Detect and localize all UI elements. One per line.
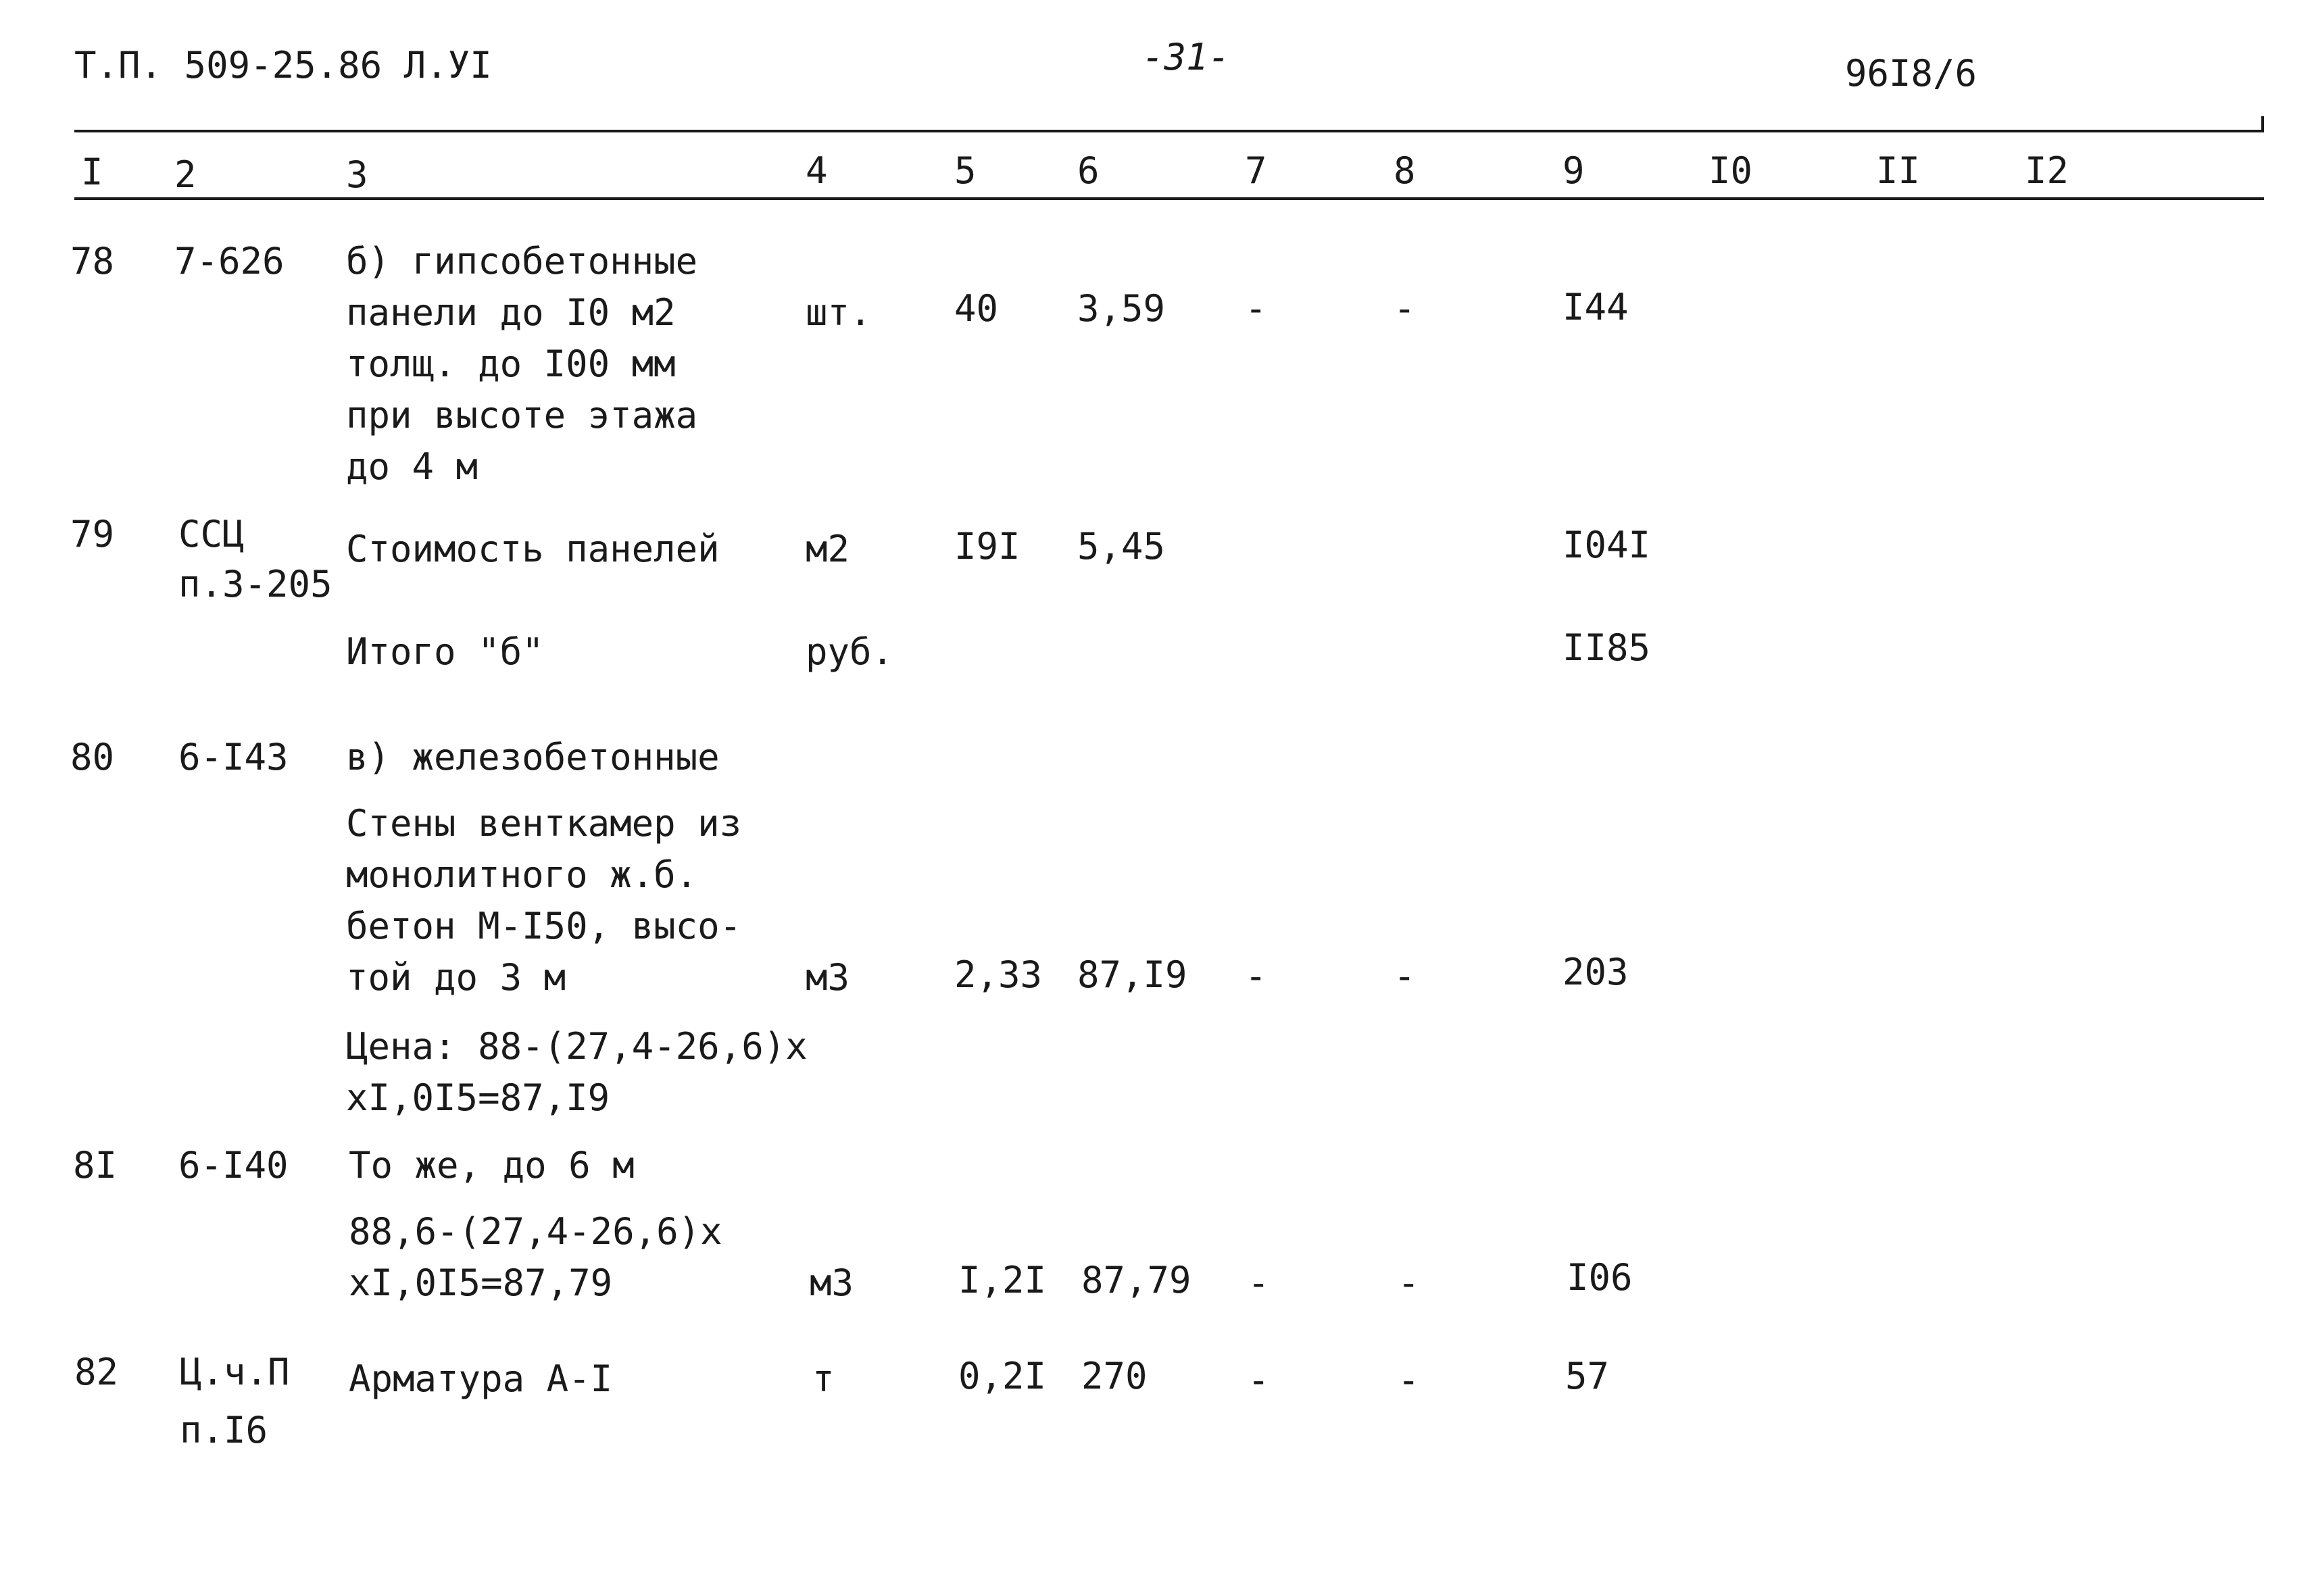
col-header-7: 7: [1245, 149, 1267, 192]
row-description: Арматура А-I: [349, 1357, 613, 1400]
col-header-9: 9: [1562, 149, 1585, 192]
row-quantity: 2,33: [954, 953, 1043, 996]
col-header-5: 5: [954, 149, 977, 192]
row-description: той до 3 м: [346, 956, 566, 999]
sheet-code: 96I8/6: [1845, 52, 1977, 95]
price-note: Цена: 88-(27,4-26,6)х: [346, 1025, 808, 1068]
row-code: 6-I40: [178, 1144, 289, 1187]
row-description: при высоте этажа: [346, 394, 698, 437]
row-col8: -: [1394, 287, 1416, 330]
row-total: I44: [1562, 286, 1629, 328]
row-description: Стены венткамер из: [346, 802, 742, 845]
col-header-2: 2: [174, 153, 197, 196]
row-col7: -: [1248, 1359, 1270, 1401]
row-description: Стоимость панелей: [346, 528, 720, 570]
row-price: 3,59: [1077, 287, 1166, 330]
row-number: 78: [70, 240, 115, 282]
price-note: хI,0I5=87,I9: [346, 1076, 610, 1119]
row-unit: т: [812, 1357, 835, 1400]
row-quantity: 0,2I: [958, 1355, 1047, 1397]
row-code: Ц.ч.П: [180, 1351, 290, 1393]
row-unit: руб.: [806, 630, 894, 673]
row-total: I06: [1567, 1256, 1633, 1299]
row-total: 203: [1562, 951, 1629, 993]
row-quantity: I9I: [954, 525, 1020, 568]
row-description: толщ. до I00 мм: [346, 343, 676, 385]
top-rule: [74, 130, 2264, 132]
row-number: 8I: [73, 1144, 118, 1187]
col-header-6: 6: [1077, 149, 1100, 192]
doc-reference: Т.П. 509-25.86 Л.УI: [74, 44, 492, 86]
row-quantity: I,2I: [958, 1259, 1047, 1301]
row-code: п.3-205: [178, 563, 333, 605]
row-price: 87,79: [1081, 1259, 1191, 1301]
row-total: 57: [1565, 1355, 1610, 1397]
row-code: 7-626: [174, 240, 285, 282]
row-unit: шт.: [806, 291, 872, 334]
row-description: хI,0I5=87,79: [349, 1262, 613, 1304]
top-rule-tick: [2261, 116, 2264, 132]
row-total: I04I: [1562, 524, 1651, 566]
row-unit: м2: [806, 528, 850, 570]
row-quantity: 40: [954, 287, 999, 330]
col-header-11: II: [1876, 149, 1921, 192]
row-description: в) железобетонные: [346, 736, 720, 778]
row-col8: -: [1398, 1359, 1420, 1401]
row-code: п.I6: [180, 1409, 268, 1451]
row-col7: -: [1245, 287, 1267, 330]
col-header-1: I: [81, 151, 103, 193]
row-price: 5,45: [1077, 525, 1166, 568]
row-col7: -: [1248, 1262, 1270, 1304]
row-number: 82: [74, 1351, 119, 1393]
col-header-10: I0: [1708, 149, 1753, 192]
col-header-3: 3: [346, 153, 368, 196]
row-description: То же, до 6 м: [349, 1144, 635, 1187]
row-number: 80: [70, 736, 115, 778]
row-description: бетон М-I50, высо-: [346, 905, 742, 947]
row-total: II85: [1562, 626, 1651, 669]
row-unit: м3: [806, 956, 850, 999]
row-price: 270: [1081, 1355, 1148, 1397]
row-col8: -: [1398, 1262, 1420, 1304]
row-code: 6-I43: [178, 736, 289, 778]
row-number: 79: [70, 513, 115, 555]
col-header-8: 8: [1394, 149, 1416, 192]
page-number: -31-: [1142, 36, 1231, 78]
row-price: 87,I9: [1077, 953, 1187, 996]
header-rule: [74, 197, 2264, 200]
row-description: 88,6-(27,4-26,6)х: [349, 1210, 722, 1253]
col-header-12: I2: [2025, 149, 2069, 192]
col-header-4: 4: [806, 149, 828, 192]
row-description: до 4 м: [346, 445, 478, 488]
row-col8: -: [1394, 955, 1416, 997]
row-description: панели до I0 м2: [346, 291, 676, 334]
row-description: б) гипсобетонные: [346, 240, 698, 282]
row-code: ССЦ: [178, 513, 245, 555]
row-col7: -: [1245, 955, 1267, 997]
row-description: Итого "б": [346, 630, 544, 673]
row-description: монолитного ж.б.: [346, 853, 698, 896]
row-unit: м3: [810, 1262, 854, 1304]
